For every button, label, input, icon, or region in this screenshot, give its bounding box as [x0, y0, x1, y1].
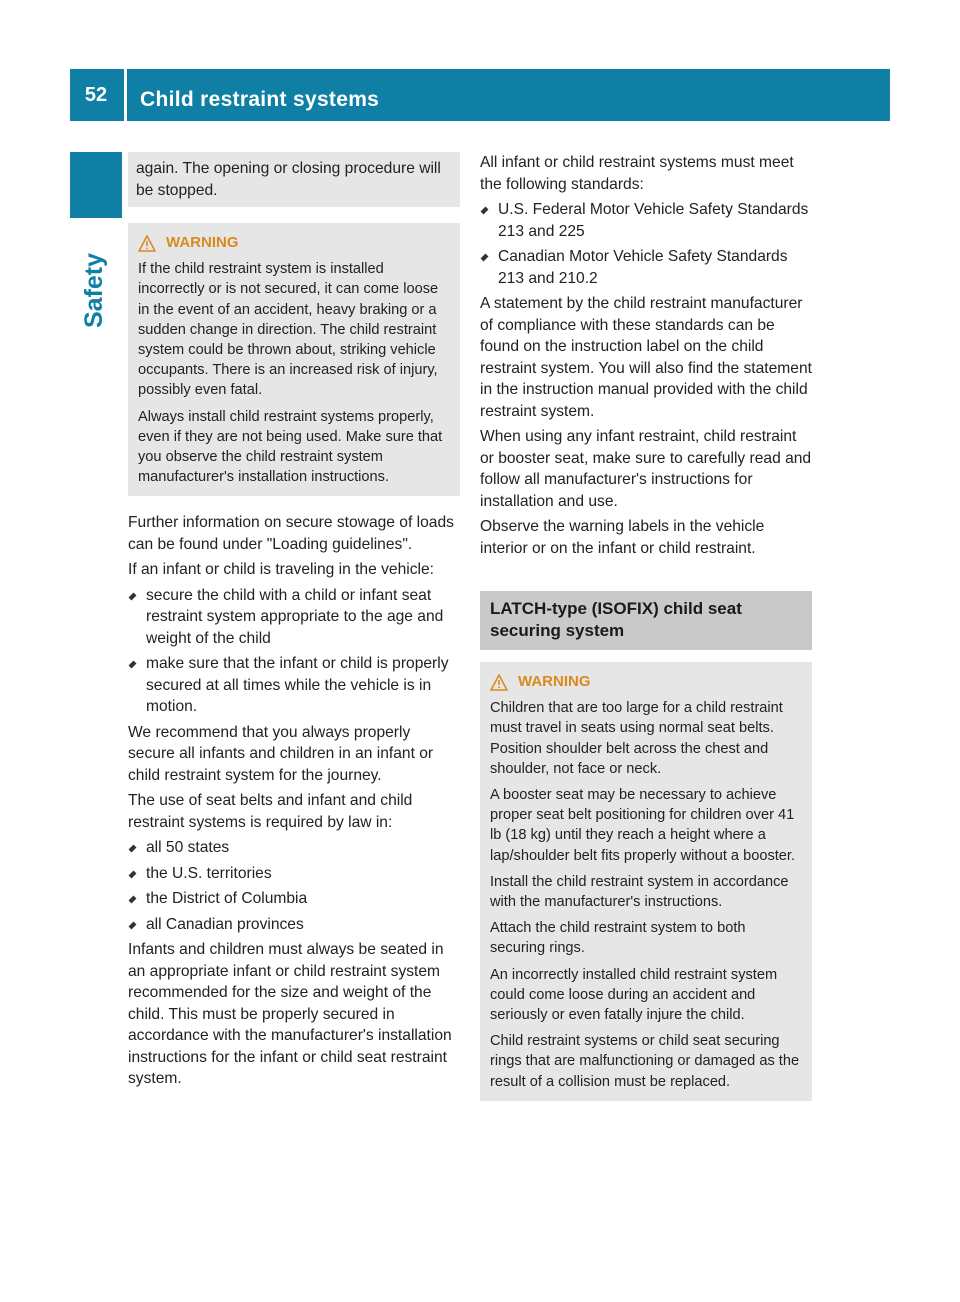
side-section-label: Safety [80, 252, 108, 328]
warning-paragraph: Attach the child restraint system to both securing rings. [490, 920, 746, 957]
warning-title: WARNING [518, 673, 591, 690]
list-item: the U.S. territories [128, 863, 460, 885]
side-tab-block [70, 152, 122, 218]
standards-bullet-list [480, 199, 812, 289]
warning-paragraph: Install the child restraint system in accordance with the manufacturer's instructions. [490, 873, 789, 911]
warning-paragraph: Child restraint systems or child seat securing rings that are malfunctioning or damaged as the result of a collision must be replaced. [490, 1033, 800, 1090]
infants-paragraph: Infants and children must always be seated in an appropriate infant or child restraint system recommended for the size and weight of the child. This must be properly secured in accordance with the manufacturer's installation instructions for the infant or child seat restraint system. [128, 941, 452, 1088]
right-column [480, 152, 812, 1101]
warning-header [138, 233, 452, 253]
when-using-paragraph: When using any infant restraint, child restraint or booster seat, make sure to carefully read and follow all manufacturer's instructions for installation and use. [480, 428, 812, 510]
law-paragraph: The use of seat belts and infant and child restraint systems is required by law in: [128, 792, 413, 831]
warning-paragraph: Always install child restraint systems properly, even if they are not being used. Make sure that you observe the child restraint system manufacturer's installation instructions. [138, 408, 443, 486]
law-bullet-list [128, 837, 460, 935]
page-number: 52 [84, 84, 108, 106]
stowage-paragraph: Further information on secure stowage of loads can be found under "Loading guidelines". [128, 514, 454, 553]
list-item: U.S. Federal Motor Vehicle Safety Standards 213 and 225 [480, 199, 812, 242]
section-heading: LATCH-type (ISOFIX) child seat securing system [480, 591, 812, 650]
chapter-title: Child restraint systems [140, 88, 380, 111]
warning-paragraph: If the child restraint system is installed incorrectly or is not secured, it can come loose in the event of an accident, heavy braking or a sudden change in direction. The child restraint system could be thrown about, striking vehicle occupants. There is an increased risk of injury, possibly even fatal. [138, 261, 439, 399]
warning-triangle-icon [490, 674, 508, 691]
observe-paragraph: Observe the warning labels in the vehicle interior or on the infant or child restraint. [480, 518, 765, 557]
continued-box [128, 152, 460, 207]
warning-header [490, 672, 804, 692]
warning-triangle-icon [138, 235, 156, 252]
warning-box-right [480, 662, 812, 1101]
standards-paragraph: All infant or child restraint systems must meet the following standards: [480, 154, 794, 193]
left-column [128, 152, 460, 1094]
list-item: secure the child with a child or infant seat restraint system appropriate to the age and weight of the child [128, 585, 460, 650]
warning-paragraph: An incorrectly installed child restraint system could come loose during an accident and seriously or even fatally injure the child. [490, 966, 778, 1024]
list-item: the District of Columbia [128, 888, 460, 910]
continued-text: again. The opening or closing procedure will be stopped. [136, 160, 441, 199]
traveling-bullet-list [128, 585, 460, 718]
warning-title: WARNING [166, 234, 239, 251]
if-infant-paragraph: If an infant or child is traveling in the vehicle: [128, 561, 434, 579]
list-item: Canadian Motor Vehicle Safety Standards 213 and 210.2 [480, 246, 812, 289]
list-item: make sure that the infant or child is properly secured at all times while the vehicle is in motion. [128, 653, 460, 718]
header-separator [124, 69, 127, 121]
list-item: all Canadian provinces [128, 914, 460, 936]
warning-paragraph: Children that are too large for a child restraint must travel in seats using normal seat belts. Position shoulder belt across the chest and shoulder, not face or neck. [490, 700, 783, 777]
list-item: all 50 states [128, 837, 460, 859]
warning-paragraph: A booster seat may be necessary to achieve proper seat belt positioning for children over 41 lb (18 kg) until they reach a height where a lap/shoulder belt fits properly without a booster. [490, 787, 796, 864]
warning-box-left [128, 223, 460, 496]
recommend-paragraph: We recommend that you always properly secure all infants and children in an infant or child restraint system for the journey. [128, 723, 434, 784]
statement-paragraph: A statement by the child restraint manufacturer of compliance with these standards can be found on the instruction label on the child restraint system. You will also find the statement in the instruction manual provided with the child restraint system. [480, 295, 812, 420]
